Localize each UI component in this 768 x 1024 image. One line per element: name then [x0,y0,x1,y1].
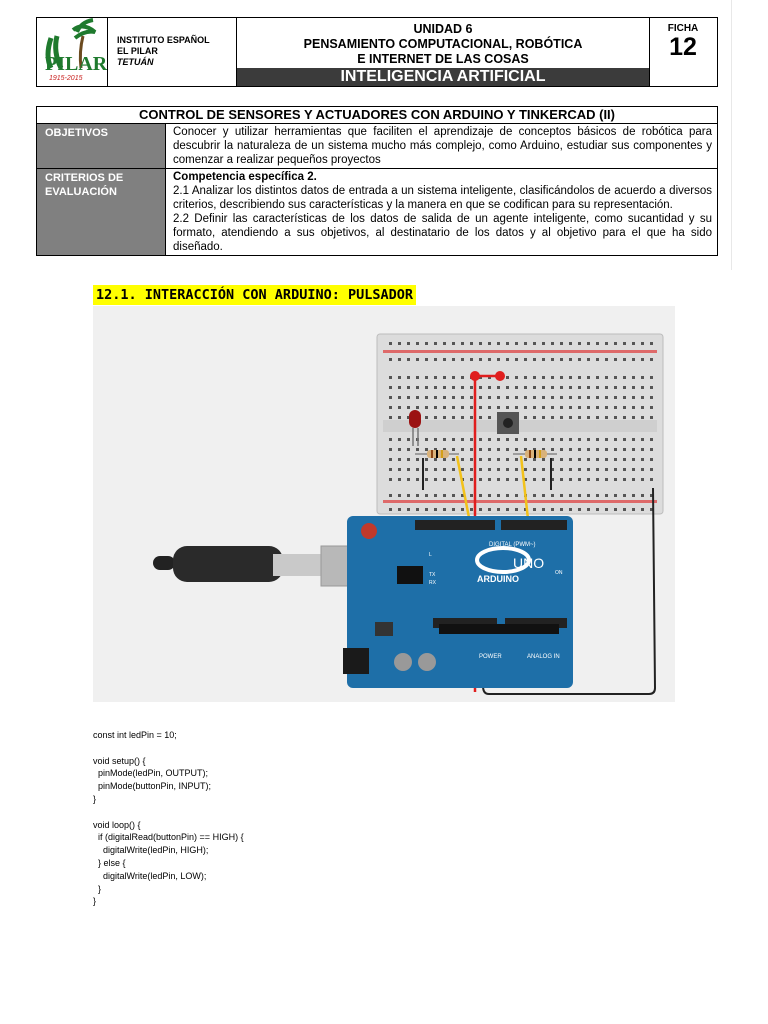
criterios-row [37,169,717,255]
unit-title [237,18,650,86]
board-tx-label: TX [429,572,436,578]
school-line-1: INSTITUTO ESPAÑOL [117,35,210,45]
page-edge [731,0,732,270]
section-title: 12.1. INTERACCIÓN CON ARDUINO: PULSADOR [93,285,416,305]
ficha-box [649,18,717,86]
unit-number: UNIDAD 6 [413,22,473,36]
criterios-label-line-1: CRITERIOS DE [45,172,124,184]
usb-cable [153,546,381,586]
board-l-label: L [429,552,432,558]
school-line-2: EL PILAR [117,46,158,56]
circuit-diagram [93,306,675,702]
criterios-label-line-2: EVALUACIÓN [45,186,117,198]
board-rx-label: RX [429,580,436,586]
criterios-label [37,169,166,255]
arduino-board [343,516,573,688]
board-on-label: ON [555,570,563,576]
criterio-1: 2.1 Analizar los distintos datos de entrada a un sistema inteligente, clasificándolos de acuerdo a diversos criterios, describiendo sus características y la manera en que se codifican para su representación. [173,185,712,211]
page-header [36,17,718,87]
unit-topic-band: INTELIGENCIA ARTIFICIAL [237,68,649,86]
board-model: UNO [513,555,545,571]
school-line-3: TETUÁN [117,57,154,67]
logo-text: PILAR [45,53,107,75]
criterio-2: 2.2 Definir las características de los datos de salida de un agente inteligente, como sucantidad y su formato, atendiendo a sus objetivos, al destinatario de los datos y al objetivo para el que ha sido diseñado. [173,213,712,253]
ficha-label: FICHA [667,23,699,34]
info-table-title: CONTROL DE SENSORES Y ACTUADORES CON ARDUINO Y TINKERCAD (II) [37,107,717,124]
unit-subject-2: E INTERNET DE LAS COSAS [357,52,529,66]
board-power-label: POWER [479,654,502,660]
board-digital-label: DIGITAL (PWM~) [489,542,536,548]
board-analog-label: ANALOG IN [527,654,560,660]
criterios-text [166,169,717,255]
objetivos-text: Conocer y utilizar herramientas que faciliten el aprendizaje de conceptos básicos de robótica para descubrir la naturaleza de un sistema mucho más complejo, como Arduino, estudiar sus componentes y comenzar a realizar pequeños proyectos [173,126,712,166]
push-button [497,412,519,434]
code-listing: const int ledPin = 10; void setup() { pinMode(ledPin, OUTPUT); pinMode(buttonPin, INPUT); } void loop() { if (digitalRead(buttonPin) == HIGH) { digitalWrite(ledPin, HIGH); } else { digitalWrite(ledPin, LOW); } } [93,730,244,907]
board-brand: ARDUINO [477,574,519,584]
school-logo [37,18,108,86]
ficha-number: 12 [669,33,697,61]
info-table [36,106,718,256]
logo-years: 1915-2015 [49,75,83,82]
competencia-heading: Competencia específica 2. [173,171,317,183]
unit-subject-1: PENSAMIENTO COMPUTACIONAL, ROBÓTICA [303,37,583,51]
objetivos-row [37,124,717,169]
school-name [107,18,237,86]
objetivos-label: OBJETIVOS [37,124,166,168]
